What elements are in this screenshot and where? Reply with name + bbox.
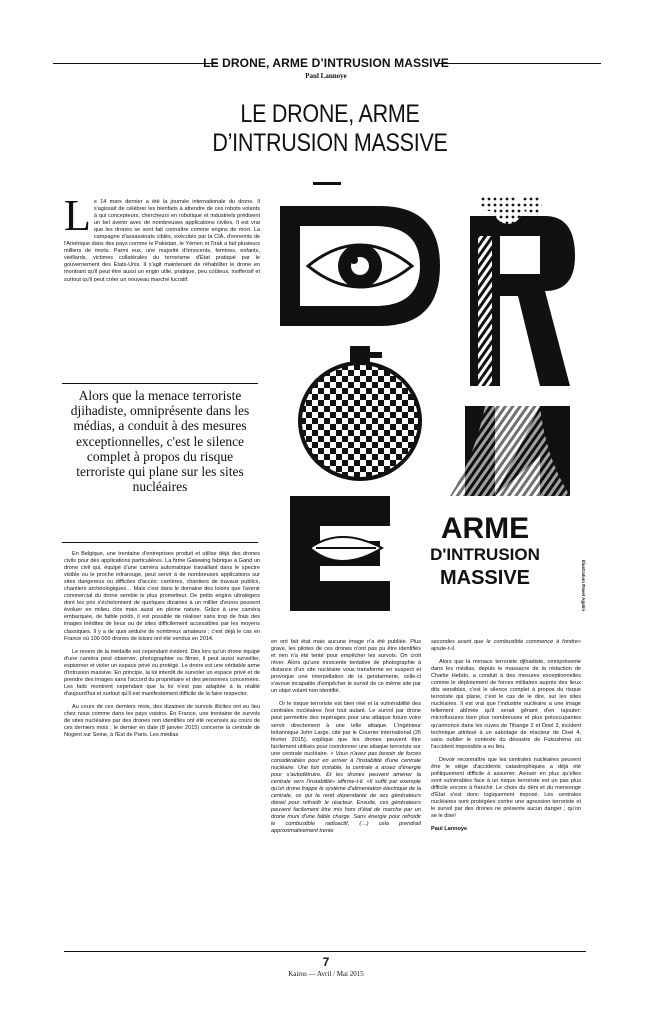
letter-e-mouth (290, 496, 390, 611)
drop-cap: L (64, 191, 91, 240)
col3-paragraph-1 (431, 639, 581, 653)
col3-paragraph-2: Alors que la menace terroriste djihadiste, omniprésente dans les médias, depuis le massacre de la rédaction de Charlie Hebdo, a conduit à des mesures exceptionnelles comme le déploiement de forces militaires auprès des lieux dits sensibles, c'est le silence complet à propos du risque terroriste qui plane, c'est le cas de le dire, sur les sites nucléaires. Il est vrai que l'industrie nucléaire a une image tellement abîmée qu'il serait gênant d'en rajouter: microfissures bien plus nombreuses et plus préoccupantes qu'annoncé dans les cuves de Tihange 2 et Doel 3, incident technique attribué à un sabotage de réacteur de Doel 4, sans oublier le contexte du désastre de Fukushima où l'accident impossible a eu lieu. (431, 659, 581, 750)
pull-quote-rule-bottom (62, 542, 258, 543)
caption-line-2: D'INTRUSION (430, 545, 540, 564)
col3-quote: secondes avant que le combustible commence à fondre» (431, 639, 581, 645)
col1-paragraph-2: Le revers de la médaille est cependant évident. Dès lors qu'un drone équipé d'une caméra peut observer, photographier ou filmer, il peut aussi surveiller, espionner et violer un espace privé ou protégé. Le drone est une véritable arme d'intrusion massive. En principe, la loi interdit de survoler un espace privé et de prendre des images sans l'accord du propriétaire et des personnes concernées. Les faits montrent cependant que la loi n'est pas adaptée à la réalité d'aujourd'hui et surtout qu'il est manifestement difficile de la faire respecter. (64, 648, 260, 697)
letter-o-grenade (300, 346, 420, 479)
pull-quote: Alors que la menace terroriste djihadiste, omniprésente dans les médias, a conduit à des mesures exceptionnelles, c'est le silence complet à propos du risque terroriste qui plane sur les sites nucléaires (70, 388, 250, 495)
intro-text: e 14 mars dernier a été la journée internationale du drone. Il s'agissait de célébrer les bienfaits à attendre de ces robots volants à qui concepteurs, chercheurs en robotique et industriels prédisent un bel avenir avec de nombreuses applications civiles. Il est vrai que les drones se sont fait connaître comme engins de mort. La campagne d'assassinats ciblés, exécutés par la CIA, d'ennemis de l'Amérique dans des pays comme le Pakistan, le Yémen et l'Irak a fait plusieurs milliers de morts. Parmi eux, une majorité d'innocents, femmes, enfants, vieillards, victimes collatérales du terrorisme d'État pratiqué par le gouvernement des États-Unis. Il s'agit maintenant de réhabiliter le drone en montrant qu'il peut être aussi un engin utile, pratique, peu coûteux, inoffensif et surtout qu'il peut créer un nouveau marché lucratif. (64, 199, 260, 283)
column-3 (431, 639, 581, 839)
signature: Paul Lannoye (431, 826, 468, 833)
drone-illustration (270, 196, 582, 616)
caption-line-3: MASSIVE (439, 567, 531, 589)
column-1 (64, 551, 260, 745)
footer-rule (64, 951, 586, 952)
letter-n-tower (450, 406, 570, 496)
intro-paragraph (64, 191, 260, 284)
col3-paragraph-3: Devoir reconnaître que les centrales nucléaires peuvent être le siège d'accidents catastrophiques a déjà été politiquement difficile à assumer. Avouer en plus qu'elles sont vulnérables face à un risque terroriste est un pas plus difficile encore à franchir. Le choix du déni et du mensonge d'État s'est donc logiquement imposé. Les centrales nucléaires sont protégées contre une agression terroriste et le survol par des drones ne présente aucun danger ; qu'on se le dise! (431, 756, 581, 820)
article-title (197, 100, 464, 158)
letter-r-smokestack (470, 196, 575, 386)
title-rule (313, 182, 341, 185)
col1-paragraph-3: Au cours de ces derniers mois, des dizaines de survols illicites ont eu lieu chez nous comme dans les pays voisins. En France, une trentaine de survols de sites nucléaires par des drones non identifiés ont été recensés au cours de ces derniers mois ; le dernier en date (8 janvier 2015) concerne la centrale de Nogent sur Seine, à l'Est de Paris. Les médias (64, 703, 260, 739)
col1-paragraph-1: En Belgique, une trentaine d'entreprises produit et utilise déjà des drones civils pour des applications particulières. La firme Gatewing fabrique à Gand un drone civil qui, équipé d'une caméra automatique travaillant dans le spectre visible ou le proche infrarouge, peut servir à de nombreuses applications sur sites dangereux ou difficiles d'accès: carrières, chantiers de travaux publics, chantiers archéologiques… Mais c'est dans le domaine des loisirs que l'avenir commercial du drone semble le plus prometteur. De petits engins ultralégers dont les prix s'échelonnent de quelques dizaines à un millier d'euros peuvent évoluer en milieu clos mais aussi en pleine nature. Grâce à une caméra embarquée, de faible poids, il est possible de réaliser sans trop de frais des images inédites de lieux ou de sites difficilement accessibles par les moyens classiques. Il y a de quoi séduire de nombreux amateurs ; c'est déjà le cas en France où 100 000 drones de loisirs ont été vendus en 2014. (64, 551, 260, 642)
col2-paragraph-1: en ont fait état mais aucune image n'a été publiée. Plus grave, les pilotes de ces drones n'ont pas pu être identifiés et rien n'a été tenté pour empêcher les survols. On croit rêver. Alors qu'une innocente tentative de photographie à distance d'un site nucléaire vous transforme en suspect et provoque une interpellation de la gendarmerie, celle-ci s'avoue incapable d'empêcher le survol de ce même site par un objet volant non identifié. (271, 639, 421, 695)
col2-paragraph-2 (271, 701, 421, 835)
issue-line: Kairos — Avril / Mai 2015 (288, 970, 364, 978)
col2-quote: « Vous n'avez pas besoin de forces considérables pour en arriver à l'instabilité d'une centrale nucléaire. Une fois instable, la centrale a assez d'énergie pour s'autodétruire. Et les drones peuvent amener la centrale vers l'instabilité» affirme-t-il. «Il suffit par exemple qu'un drone frappe le système d'alimentation électrique de la centrale, ce qui la rend dépendante de ses générateurs diesel pour refroidir le réacteur. Ensuite, ces générateurs peuvent facilement être mis hors d'état de marche par un drone muni d'une faible charge. Sans énergie pour refroidir le combustible radioactif, (…) cela prendrait approximativement trente (271, 750, 421, 835)
letter-d-eye (280, 206, 440, 326)
intro-column (64, 191, 260, 290)
running-author: Paul Lannoye (305, 72, 347, 80)
illustration-credit: Illustration Pavel Agatin (581, 560, 586, 612)
article-title-line-1: LE DRONE, ARME (240, 100, 420, 128)
caption-line-1: ARME (440, 512, 530, 545)
article-title-line-2: D’INTRUSION MASSIVE (212, 129, 448, 157)
col3-text: ajoute-t-il. (431, 646, 456, 653)
header-rule-right (436, 63, 601, 64)
page-number: 7 (322, 955, 330, 969)
pull-quote-rule-top (62, 383, 258, 384)
col2-text: Or le risque terroriste est bien réel et la vulnérabilité des centrales nucléaires l'est tout autant. Le survol par drone peut permettre des repérages pour une attaque future voire servir directement à une telle attaque. L'ingénieur britannique John Large, cité par le Courrier international (26 février 2015), explique que les drones peuvent être facilement utilisés pour coordonner une attaque terroriste sur une centrale nucléaire. (271, 701, 421, 757)
illustration-caption (430, 512, 540, 589)
running-title: LE DRONE, ARME D’INTRUSION MASSIVE (203, 56, 449, 70)
column-2 (271, 639, 421, 841)
